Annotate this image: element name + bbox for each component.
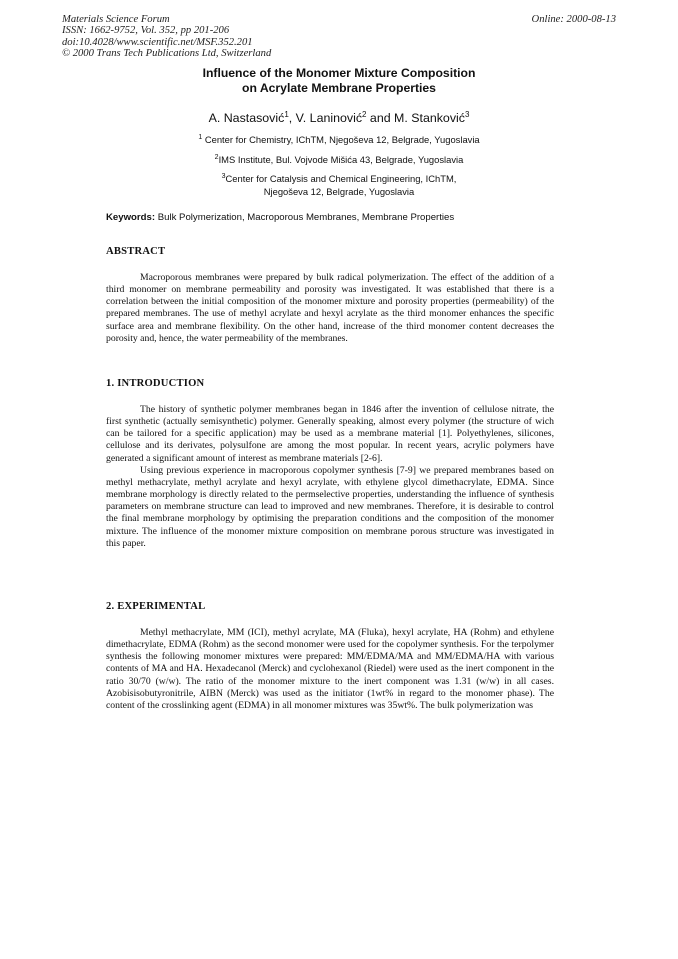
keywords-text: Bulk Polymerization, Macroporous Membranes, Membrane Properties xyxy=(155,212,455,223)
affiliation-3-mark: 3 xyxy=(221,173,226,181)
introduction-paragraph-2: Using previous experience in macroporous copolymer synthesis [7-9] we prepared membranes based on methyl methacrylate, methyl acrylate and hexyl acrylate, with ethylene glycol dimethacrylate, EDMA. Since membrane morphology is directly related to the permselective properties, understanding the influence of synthesis parameters on membrane structure can lead to improved and new membranes. Therefore, it is desirable to control the final membrane morphology by optimising the preparation conditions and the composition of the monomer mixture. The influence of the monomer mixture composition on membrane porous structure was investigated in this paper. xyxy=(106,464,554,549)
introduction-body xyxy=(106,404,554,550)
keywords-label: Keywords: xyxy=(106,212,156,223)
introduction-paragraph-1: The history of synthetic polymer membranes began in 1846 after the invention of cellulose nitrate, the first synthetic (actually semisynthetic) polymer. Generally speaking, almost every polymer (the structure of wich can be tailored for a specific application) may be used as a membrane material [1]. Polyethylenes, silicones, cellulose and its derivates, polysulfone are among the most popular. In recent years, acrylic polymers have generated a significant amount of interest as membrane materials [2-6]. xyxy=(106,404,554,464)
affiliation-1-mark: 1 xyxy=(198,134,203,141)
copyright-line: © 2000 Trans Tech Publications Ltd, Switzerland xyxy=(62,48,272,60)
author-sep-2: and M. Stanković xyxy=(366,111,465,126)
author-sep-1: , V. Laninović xyxy=(288,111,363,126)
abstract-paragraph: Macroporous membranes were prepared by bulk radical polymerization. The effect of the addition of a third monomer on membrane permeability and porosity was investigated. It was established that there is a correlation between the initial composition of the monomer mixture and porosity properties (permeability) of the prepared membranes. The use of methyl acrylate and hexyl acrylate as the third monomer enhances the specific surface area and membrane flexibility. On the other hand, increase of the third monomer content decreases the porosity and, hence, the water permeability of the membranes. xyxy=(106,272,554,344)
author-3-affil-mark: 3 xyxy=(464,110,470,119)
title-line-1: Influence of the Monomer Mixture Composition xyxy=(202,66,476,80)
author-1-affil-mark: 1 xyxy=(284,110,289,119)
affiliation-1 xyxy=(130,132,548,147)
author-1: A. Nastasović xyxy=(208,111,285,126)
author-2-affil-mark: 2 xyxy=(362,110,367,119)
paper-title xyxy=(100,66,578,96)
journal-header xyxy=(62,14,271,60)
abstract-body xyxy=(106,272,554,345)
keywords xyxy=(106,212,576,223)
affiliation-3-line-2: Njegoševa 12, Belgrade, Yugoslavia xyxy=(263,185,415,197)
abstract-heading: ABSTRACT xyxy=(106,246,166,257)
affiliation-2-text: IMS Institute, Bul. Vojvode Mišića 43, Belgrade, Yugoslavia xyxy=(218,153,464,165)
title-line-2: on Acrylate Membrane Properties xyxy=(242,81,436,95)
online-date: Online: 2000-08-13 xyxy=(531,14,616,25)
doi-line[interactable]: doi:10.4028/www.scientific.net/MSF.352.201 xyxy=(62,36,253,48)
experimental-heading: 2. EXPERIMENTAL xyxy=(106,601,206,612)
journal-name: Materials Science Forum xyxy=(62,14,170,25)
affiliation-2 xyxy=(130,152,548,167)
introduction-heading: 1. INTRODUCTION xyxy=(106,378,205,389)
affiliation-1-text: Center for Chemistry, IChTM, Njegoševa 12, Belgrade, Yugoslavia xyxy=(204,134,480,146)
experimental-body xyxy=(106,627,554,712)
issn-line: ISSN: 1662-9752, Vol. 352, pp 201-206 xyxy=(62,25,230,37)
affiliation-3-text: Center for Catalysis and Chemical Engineering, IChTM, xyxy=(225,173,457,185)
affiliation-3 xyxy=(130,171,548,186)
author-list xyxy=(100,110,578,125)
affiliation-2-mark: 2 xyxy=(214,153,219,161)
affiliations xyxy=(130,132,548,198)
experimental-paragraph-1: Methyl methacrylate, MM (ICI), methyl acrylate, MA (Fluka), hexyl acrylate, HA (Rohm) and ethylene dimethacrylate, EDMA (Rohm) as the second monomer were used for the copolymer synthesis. For the terpolymer synthesis the following monomer mixtures were prepared: MM/EDMA/MA and MM/EDMA/HA with various contents of MA and HA. Hexadecanol (Merck) and cyclohexanol (Riedel) were used as the inert component in the ratio 30/70 (w/w). The ratio of the monomer mixture to the inert component was 1.31 (w/w) in all cases. Azobisisobutyronitrile, AIBN (Merck) was used as the initiator (1wt% in regard to the monomer phase). The content of the crosslinking agent (EDMA) in all monomer mixtures was 35wt%. The bulk polymerization was xyxy=(106,627,554,711)
